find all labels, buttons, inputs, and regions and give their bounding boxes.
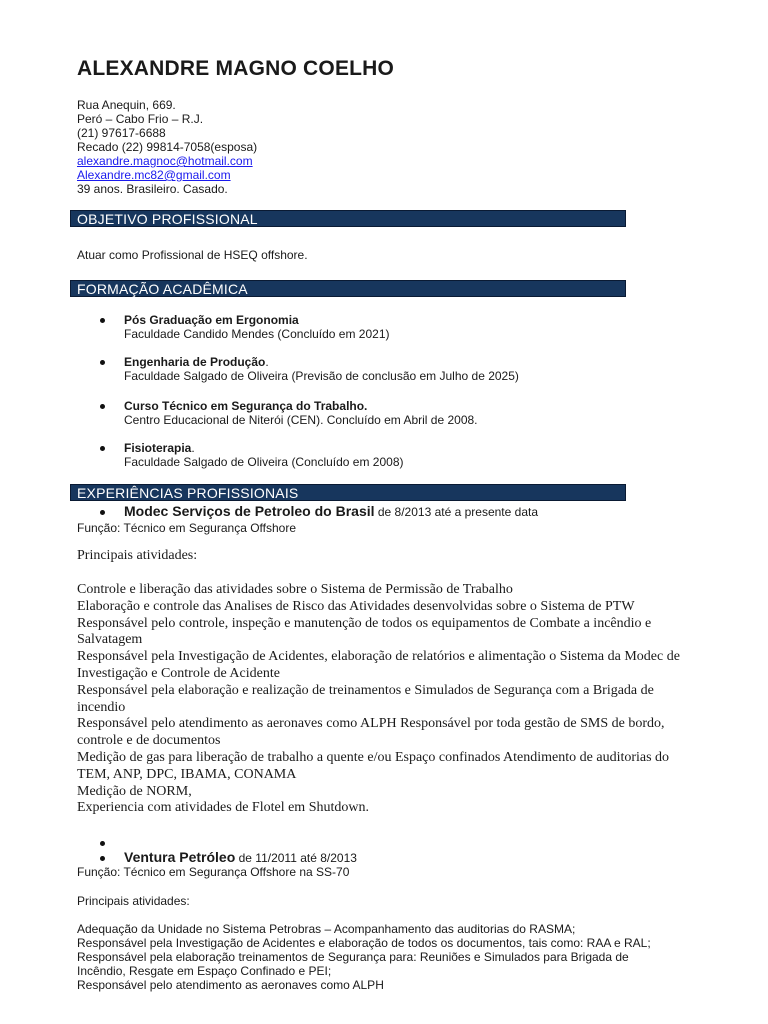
education-title: Engenharia de Produção — [124, 355, 266, 369]
education-item — [124, 399, 478, 427]
activity-item: Responsável pelo controle, inspeção e manutenção de todos os equipamentos de Combate a incêndio e Salvatagem — [77, 615, 652, 648]
job-title-line — [124, 503, 538, 521]
activity-item: Responsável pela Investigação de Acidentes, elaboração de relatórios e alimentação o Sistema da Modec de Investigação e Controle de Acidente — [77, 649, 680, 681]
education-title: Curso Técnico em Segurança do Trabalho. — [124, 399, 368, 413]
bullet-icon — [100, 360, 105, 365]
objetivo-text: Atuar como Profissional de HSEQ offshore. — [77, 248, 308, 262]
job-role: Função: Técnico em Segurança Offshore — [77, 521, 297, 535]
education-title: Pós Graduação em Ergonomia — [124, 313, 299, 327]
address-line-2: Peró – Cabo Frio – R.J. — [77, 112, 204, 126]
contact-block — [77, 98, 677, 196]
activity-item: Controle e liberação das atividades sobre o Sistema de Permissão de Trabalho — [77, 582, 513, 597]
bullet-icon — [100, 404, 105, 409]
company-name: Modec Serviços de Petroleo do Brasil — [124, 503, 375, 519]
activity-item: Experiencia com atividades de Flotel em Shutdown. — [77, 800, 369, 816]
phone: (21) 97617-6688 — [77, 126, 166, 140]
email-link-1[interactable]: alexandre.magnoc@hotmail.com — [77, 154, 253, 168]
activities-title: Principais atividades: — [77, 548, 198, 563]
job2-activities — [77, 922, 677, 992]
job-dates: de 8/2013 até a presente data — [374, 505, 538, 519]
section-experiencias: EXPERIÊNCIAS PROFISSIONAIS — [70, 484, 626, 501]
bullet-icon — [100, 510, 105, 515]
activity-item: Responsável pela elaboração treinamentos de Segurança para: Reuniões e Simulados para Brigada de Incêndio, Resgate em Espaço Confinado e PEI; — [77, 950, 629, 978]
activity-item: Responsável pela Investigação de Acidentes e elaboração de todos os documentos, tais como: RAA e RAL; — [77, 936, 651, 950]
bullet-icon — [100, 318, 105, 323]
education-title: Fisioterapia — [124, 441, 192, 455]
email-link-2[interactable]: Alexandre.mc82@gmail.com — [77, 168, 231, 182]
recado-phone: Recado (22) 99814-7058(esposa) — [77, 140, 258, 154]
section-objetivo: OBJETIVO PROFISSIONAL — [70, 210, 626, 227]
address-line-1: Rua Anequin, 669. — [77, 98, 176, 112]
activity-item: Responsável pela elaboração e realização de treinamentos e Simulados de Segurança com a Brigada de incendio — [77, 682, 654, 715]
education-item — [124, 313, 390, 341]
activity-item: Responsável pelo atendimento as aeronaves como ALPH Responsável por toda gestão de SMS de bordo, controle e de documentos — [77, 716, 665, 749]
job-dates: de 11/2011 até 8/2013 — [235, 851, 357, 865]
personal-info: 39 anos. Brasileiro. Casado. — [77, 182, 228, 196]
job1-activities — [77, 582, 689, 817]
activity-item: Responsável pelo atendimento as aeronaves como ALPH — [77, 978, 384, 992]
education-item: Engenharia de Produção. Faculdade Salgado de Oliveira (Previsão de conclusão em Julho de 2025) — [124, 355, 519, 383]
education-detail: Faculdade Salgado de Oliveira (Concluído em 2008) — [124, 455, 404, 469]
activity-item: Adequação da Unidade no Sistema Petrobras – Acompanhamento das auditorias do RASMA; — [77, 922, 576, 936]
bullet-icon — [100, 841, 105, 846]
education-detail: Faculdade Candido Mendes (Concluído em 2021) — [124, 327, 390, 341]
education-item: Fisioterapia. Faculdade Salgado de Oliveira (Concluído em 2008) — [124, 441, 404, 469]
bullet-icon — [100, 446, 105, 451]
activities-title: Principais atividades: — [77, 894, 190, 908]
activity-item: Elaboração e controle das Analises de Risco das Atividades desenvolvidas sobre o Sistema de PTW — [77, 598, 635, 614]
bullet-icon — [100, 856, 105, 861]
education-detail: Faculdade Salgado de Oliveira (Previsão de conclusão em Julho de 2025) — [124, 369, 519, 383]
education-detail: Centro Educacional de Niterói (CEN). Concluído em Abril de 2008. — [124, 413, 478, 427]
job-role: Função: Técnico em Segurança Offshore na SS-70 — [77, 865, 350, 879]
company-name: Ventura Petróleo — [124, 849, 236, 865]
activity-item: Medição de gas para liberação de trabalho a quente e/ou Espaço confinados Atendimento de auditorias do TEM, ANP, DPC, IBAMA, CONAMA — [77, 749, 670, 782]
section-formacao: FORMAÇÃO ACADÊMICA — [70, 280, 626, 297]
activity-item: Medição de NORM, — [77, 783, 192, 799]
candidate-name: ALEXANDRE MAGNO COELHO — [77, 57, 395, 80]
resume-header — [77, 56, 677, 196]
